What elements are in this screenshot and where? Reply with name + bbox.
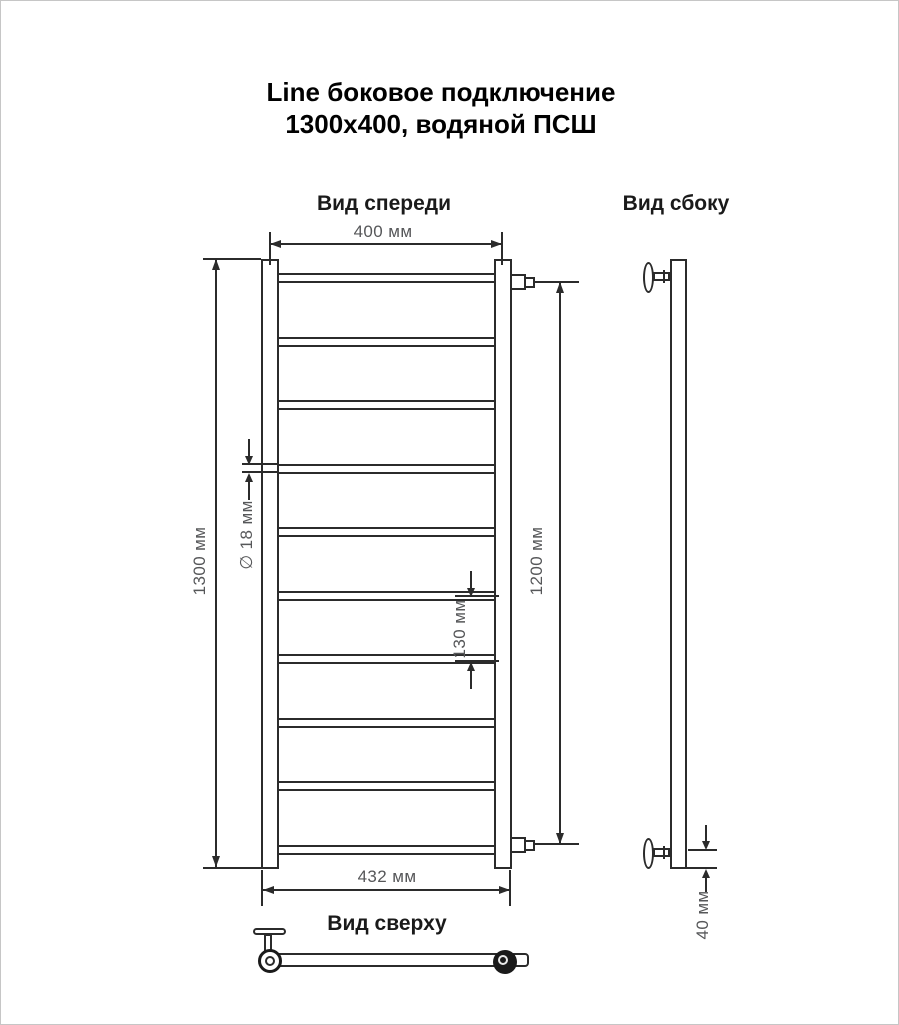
rung — [277, 527, 496, 537]
dim-arrow — [245, 473, 253, 482]
dim-width-label: 400 мм — [353, 222, 413, 241]
dim-line — [263, 889, 510, 891]
dim-arrow — [263, 886, 274, 894]
dim-connection-spacing-label: 1200 мм — [527, 526, 546, 596]
dim-line — [559, 282, 561, 844]
right-collector — [494, 259, 512, 869]
dim-arrow — [212, 856, 220, 867]
dim-line — [271, 243, 501, 245]
rung — [277, 464, 496, 474]
wall-bracket-stem — [653, 848, 670, 857]
dim-arrow — [270, 240, 281, 248]
dim-arrow-stem — [248, 439, 250, 457]
side-view-collector — [670, 259, 687, 869]
dim-arrow — [702, 841, 710, 850]
top-view-right-collector-core — [498, 955, 508, 965]
dim-arrow — [702, 869, 710, 878]
dim-wall-offset-label: 40 мм — [693, 890, 712, 940]
dim-arrow — [212, 259, 220, 270]
wall-bracket-collar — [663, 270, 665, 283]
dim-line — [215, 259, 217, 867]
rung — [277, 781, 496, 791]
page-title-line1: Line боковое подключение — [266, 77, 616, 107]
dim-arrow — [491, 240, 502, 248]
extension-line — [501, 232, 503, 265]
dim-overall-height-label: 1300 мм — [190, 526, 209, 596]
wall-bracket-stem — [653, 272, 670, 281]
top-view-tube — [276, 953, 500, 967]
wall-bracket-collar — [663, 846, 665, 859]
page-title-line2: 1300x400, водяной ПСШ — [285, 109, 597, 139]
dim-rung-step-label: 130 мм — [450, 599, 469, 659]
dim-arrow-stem — [470, 671, 472, 689]
dim-arrow — [499, 886, 510, 894]
dim-arrow — [556, 833, 564, 844]
front-view-label: Вид спереди — [316, 192, 452, 215]
top-view-label: Вид сверху — [327, 912, 447, 935]
rung — [277, 400, 496, 410]
dim-arrow-stem — [470, 571, 472, 589]
dim-arrow-stem — [705, 825, 707, 842]
dim-tube-diameter-label: ∅ 18 мм — [237, 500, 256, 570]
rung — [277, 337, 496, 347]
extension-line — [203, 867, 279, 869]
side-view-label: Вид сбоку — [622, 192, 730, 215]
left-collector — [261, 259, 279, 869]
rung — [277, 718, 496, 728]
rung — [277, 273, 496, 283]
rung — [277, 845, 496, 855]
top-view-left-collector-core — [265, 956, 275, 966]
bottom-connection-fitting-nut — [524, 840, 535, 851]
extension-line — [269, 232, 271, 265]
dim-arrow — [556, 282, 564, 293]
dim-mounting-width-label: 432 мм — [357, 867, 417, 886]
dim-arrow — [245, 456, 253, 465]
